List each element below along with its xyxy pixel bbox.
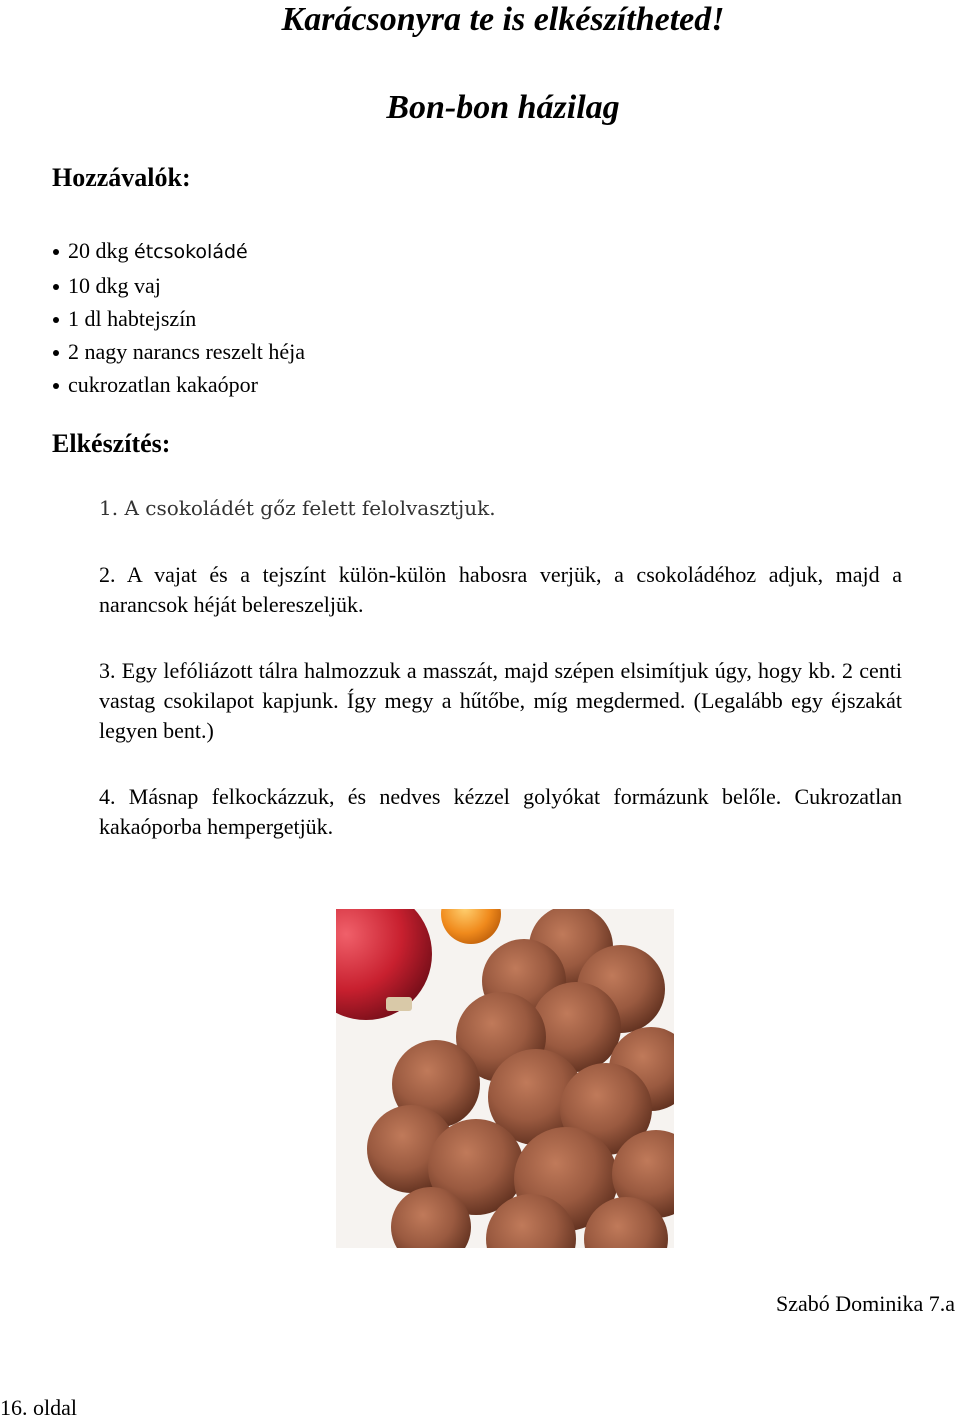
ingredients-heading: Hozzávalók:: [52, 163, 191, 192]
page-header-title: Karácsonyra te is elkészítheted!: [281, 1, 725, 38]
step-4: 4. Másnap felkockázzuk, és nedves kézzel golyókat formázunk belőle. Cukrozatlan kakaóporba hempergetjük.: [99, 784, 902, 839]
ingredient-item: [50, 269, 305, 302]
ingredient-text: 10 dkg vaj: [68, 273, 161, 298]
ingredient-item: [50, 302, 305, 335]
ingredient-text: cukrozatlan kakaópor: [68, 372, 258, 397]
ingredient-text: 1 dl habtejszín: [68, 306, 197, 331]
ingredients-list: [50, 234, 305, 401]
step-1: 1. A csokoládét gőz felett felolvasztjuk.: [99, 496, 496, 520]
author-signature: Szabó Dominika 7.a: [776, 1291, 956, 1316]
ingredient-text: 2 nagy narancs reszelt héja: [68, 339, 305, 364]
ingredient-name: étcsokoládé: [134, 241, 248, 263]
ornament-cap: [386, 997, 412, 1011]
ingredient-item: [50, 234, 305, 269]
ingredient-item: [50, 368, 305, 401]
ingredient-item: [50, 335, 305, 368]
page-number: 16. oldal: [0, 1395, 77, 1420]
step-3: 3. Egy lefóliázott tálra halmozzuk a masszát, majd szépen elsimítjuk úgy, hogy kb. 2 centi vastag csokilapot kapjunk. Így megy a hűtőbe, míg megdermed. (Legalább egy éjszakát legyen bent.): [99, 658, 902, 743]
ingredient-quantity: 20 dkg: [68, 238, 134, 263]
bonbon-illustration: [336, 909, 674, 1248]
recipe-title: Bon-bon házilag: [386, 89, 620, 126]
step-2: 2. A vajat és a tejszínt külön-külön habosra verjük, a csokoládéhoz adjuk, majd a narancsok héját belereszeljük.: [99, 562, 902, 617]
bonbon-photo: [336, 909, 674, 1248]
preparation-heading: Elkészítés:: [52, 429, 171, 458]
